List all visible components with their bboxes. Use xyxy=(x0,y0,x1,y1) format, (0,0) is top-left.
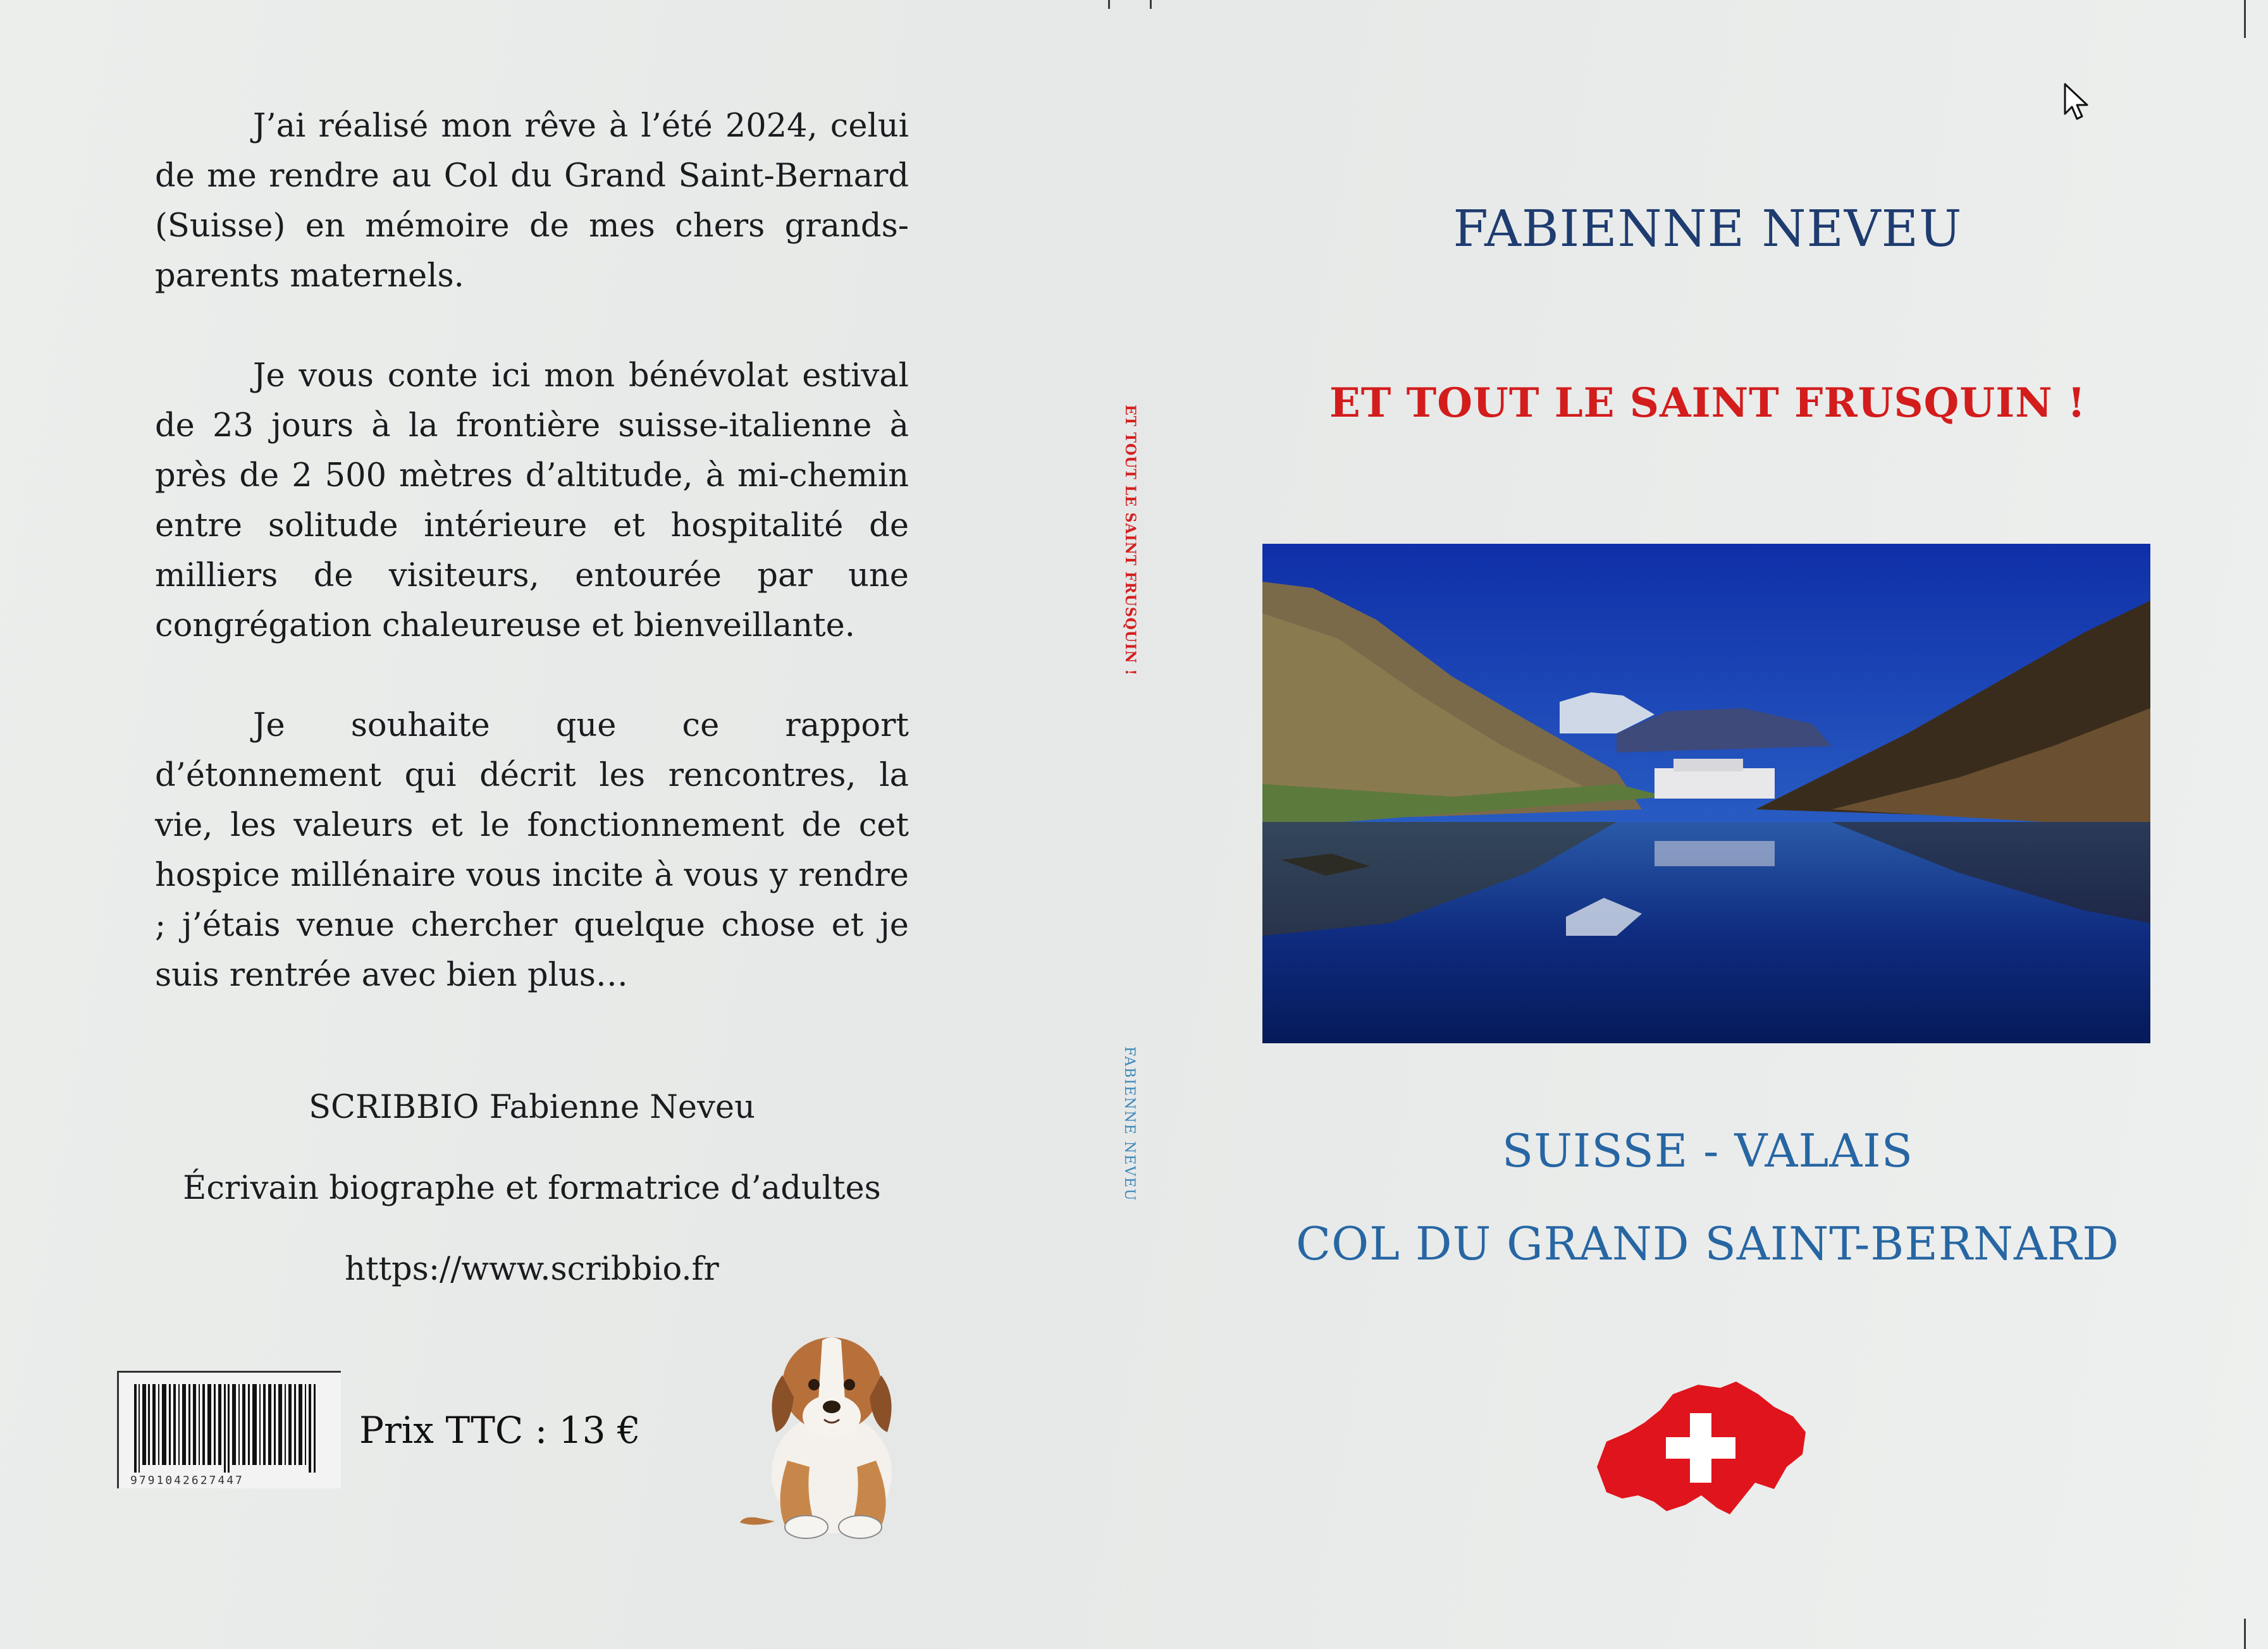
crop-mark xyxy=(1150,0,1152,9)
blurb-paragraph-2: Je vous conte ici mon bénévolat estival de 23 jours à la frontière suisse-italienne à près de 2 500 mètres d’altitude, à mi-chemin entre solitude intérieure et hospitalité de milliers de visiteurs, entourée par une congrégation chaleureuse et bienveillante. xyxy=(155,357,909,644)
front-title: ET TOUT LE SAINT FRUSQUIN ! xyxy=(1329,379,2086,427)
crop-mark xyxy=(2244,0,2246,38)
blurb-paragraph-3: Je souhaite que ce rapport d’étonnement qui décrit les rencontres, la vie, les valeurs et le fonctionnement de cet hospice millénaire vous incite à vous y rendre ; j’étais venue chercher quelque chose et je suis rentrée avec bien plus… xyxy=(155,707,909,994)
spine-title: ET TOUT LE SAINT FRUSQUIN ! xyxy=(1122,405,1138,676)
blurb-paragraph-1: J’ai réalisé mon rêve à l’été 2024, celui de me rendre au Col du Grand Saint-Bernard (Suisse) en mémoire de mes chers grands-parents maternels. xyxy=(155,107,909,295)
back-cover-blurb xyxy=(155,101,909,1050)
back-role-line: Écrivain biographe et formatrice d’adultes xyxy=(183,1170,881,1207)
swiss-map-flag-icon xyxy=(1584,1372,1818,1524)
front-subtitle-region: SUISSE - VALAIS xyxy=(1501,1124,1914,1177)
back-website: https://www.scribbio.fr xyxy=(345,1251,719,1288)
front-subtitle-location: COL DU GRAND SAINT-BERNARD xyxy=(1296,1217,2119,1270)
barcode-bars-icon xyxy=(134,1384,324,1473)
price-label: Prix TTC : 13 € xyxy=(359,1409,641,1452)
back-author-line: SCRIBBIO Fabienne Neveu xyxy=(309,1089,755,1126)
barcode-number: 9791042627447 xyxy=(130,1474,244,1487)
crop-mark xyxy=(2244,1619,2246,1649)
crop-mark xyxy=(1108,0,1110,9)
mountain-lake-photo xyxy=(1262,544,2150,1043)
saint-bernard-puppy-icon xyxy=(737,1315,927,1543)
front-author: FABIENNE NEVEU xyxy=(1453,199,1963,258)
spine-author: FABIENNE NEVEU xyxy=(1121,1046,1137,1202)
isbn-barcode xyxy=(117,1371,341,1488)
mouse-pointer-icon xyxy=(2063,82,2091,123)
